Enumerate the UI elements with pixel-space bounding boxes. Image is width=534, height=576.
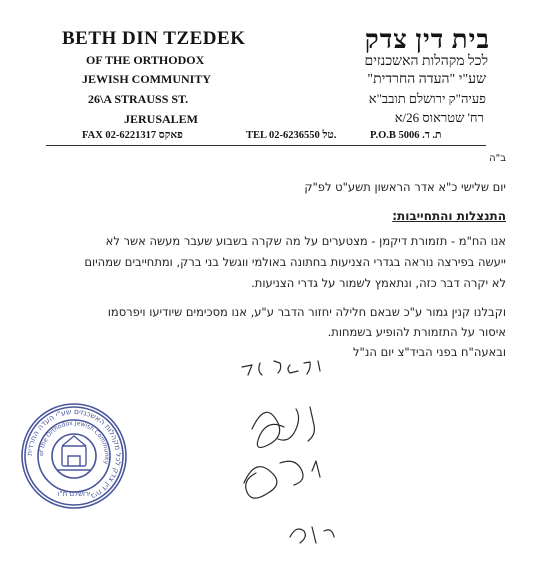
english-address: 26\A STRAUSS ST. — [88, 92, 189, 106]
paragraph-2-line-2: איסור על התזמורת להופיע בשמחות. — [327, 325, 506, 339]
closing-line: ובאעה"ח בפני הביד"צ יום הנ"ל — [352, 345, 506, 359]
court-stamp — [18, 400, 130, 512]
signature-1 — [242, 361, 320, 375]
fax-number: FAX 02-6221317 פאקס — [82, 130, 183, 141]
stamp-inner-text: of the Orthodox Jewish Community — [37, 419, 111, 465]
paragraph-1-line-1: אנו הח"מ - תזמורת דיקמן - מצטערים על מה שקרה בשבוע שעבר מעשה אשר לא — [105, 234, 506, 248]
stamp-outer-text: בית דין צדק לכל מקהלות האשכנזים שע"י העדה החרדית — [24, 406, 124, 502]
stamp-bottom-text: ירושלם ת"ו — [57, 490, 91, 498]
english-line-3: JEWISH COMMUNITY — [82, 72, 212, 86]
bh-mark: ב"ה — [489, 153, 506, 164]
hebrew-name: בית דין צדק — [364, 25, 490, 54]
hebrew-line-3: שע"י "העדה החרדית" — [367, 72, 486, 87]
stamp-emblem-icon — [58, 436, 90, 470]
signature-3 — [244, 461, 320, 498]
hebrew-line-2: לכל מקהלות האשכנזים — [364, 54, 488, 69]
hebrew-address: רח' שטראוס 26/א — [394, 110, 484, 125]
signature-4 — [290, 527, 334, 543]
tel-number: TEL 02-6236550 טל. — [246, 130, 337, 141]
paragraph-1-line-2: ייעשה בפירצה נוראה בגדרי הצניעות בחתונה באולמי ווגשל בני ברק, ומתחייבים שמהיום — [84, 255, 506, 269]
letterhead-divider — [46, 145, 486, 146]
svg-text:of the Orthodox Jewish Communi — [38, 420, 110, 465]
english-city: JERUSALEM — [124, 112, 199, 126]
signatures — [200, 355, 380, 555]
paragraph-1-line-3: לא יקרה דבר כזה, ונתאמץ לשמור על גדרי הצניעות. — [251, 276, 506, 290]
paragraph-2-line-1: וקבלנו קנין גמור ע"כ שבאם חלילה יחזור הדבר ע"ע, אנו מסכימים שיודיעו ויפרסמו — [107, 305, 506, 319]
english-line-2: OF THE ORTHODOX — [86, 53, 205, 67]
hebrew-line-4: פעיה"ק ירושלם תובב"א — [368, 91, 486, 106]
english-name: BETH DIN TZEDEK — [62, 28, 246, 49]
letter-heading: התנצלות והתחייבות: — [392, 209, 506, 223]
letter-date: יום שלישי כ"א אדר הראשון תשע"ט לפ"ק — [304, 180, 506, 194]
po-box: P.O.B 5006 .ת. ד — [370, 130, 442, 141]
signature-2 — [252, 407, 314, 447]
